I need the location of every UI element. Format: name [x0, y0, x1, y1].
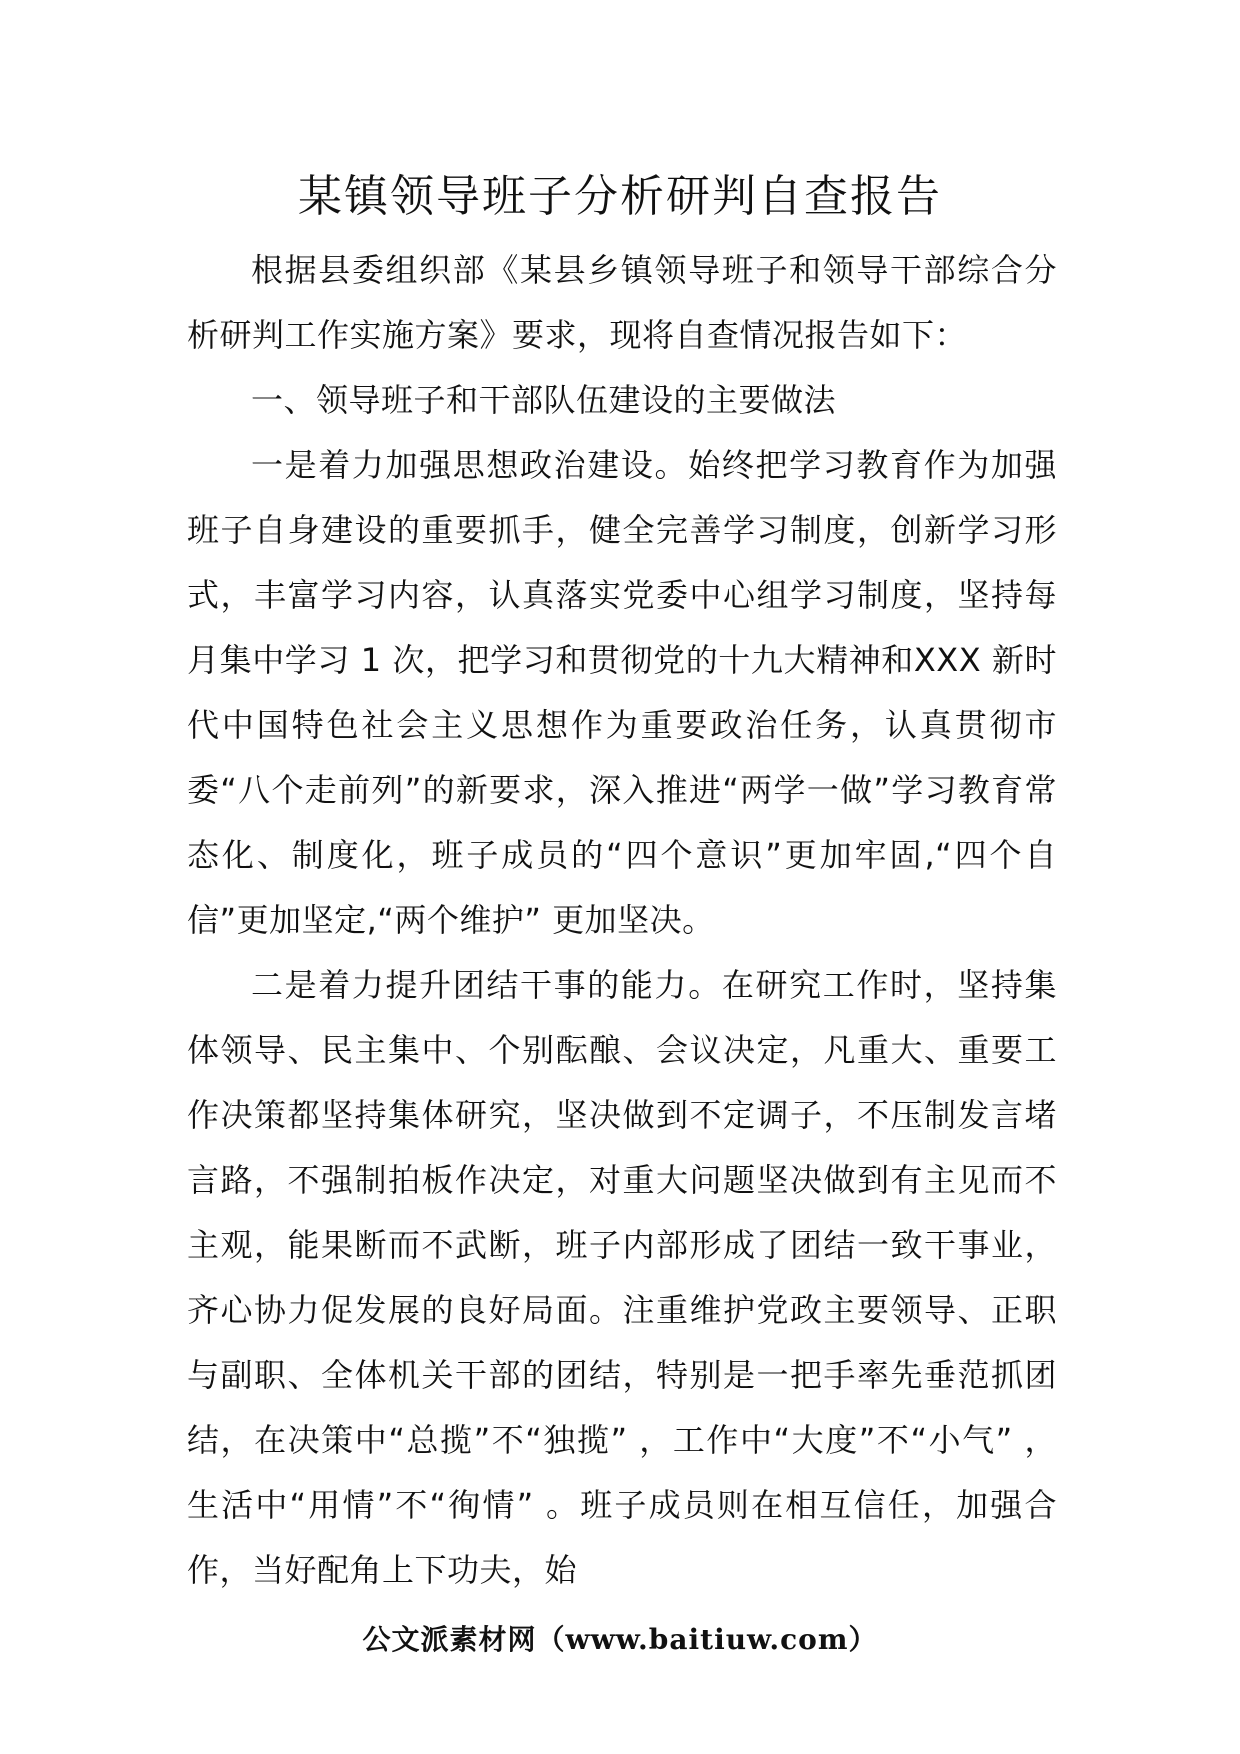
- document-body: [187, 238, 1057, 1603]
- body-paragraph: 一是着力加强思想政治建设。始终把学习教育作为加强班子自身建设的重要抓手，健全完善学习制度，创新学习形式，丰富学习内容，认真落实党委中心组学习制度，坚持每月集中学习 1 次，把学习和贯彻党的十九大精神和XXX 新时代中国特色社会主义思想作为重要政治任务，认真贯彻市委“八个走前列”的新要求，深入推进“两学一做”学习教育常态化、制度化，班子成员的“四个意识”更加牢固,“四个自信”更加坚定,“两个维护” 更加坚决。: [187, 446, 1057, 939]
- footer-watermark: 公文派素材网（www.baitiuw.com）: [362, 1623, 878, 1656]
- body-paragraph: 二是着力提升团结干事的能力。在研究工作时，坚持集体领导、民主集中、个别酝酿、会议决定，凡重大、重要工作决策都坚持集体研究，坚决做到不定调子，不压制发言堵言路，不强制拍板作决定，对重大问题坚决做到有主见而不主观，能果断而不武断，班子内部形成了团结一致干事业，齐心协力促发展的良好局面。注重维护党政主要领导、正职与副职、全体机关干部的团结，特别是一把手率先垂范抓团结，在决策中“总揽”不“独揽” ，工作中“大度”不“小气” ，生活中“用情”不“徇情” 。班子成员则在相互信任，加强合作，当好配角上下功夫，始: [187, 966, 1057, 1589]
- section-heading: 一、领导班子和干部队伍建设的主要做法: [251, 381, 837, 419]
- document-title: 某镇领导班子分析研判自查报告: [298, 171, 942, 222]
- intro-paragraph: 根据县委组织部《某县乡镇领导班子和领导干部综合分析研判工作实施方案》要求，现将自查情况报告如下：: [187, 251, 1057, 354]
